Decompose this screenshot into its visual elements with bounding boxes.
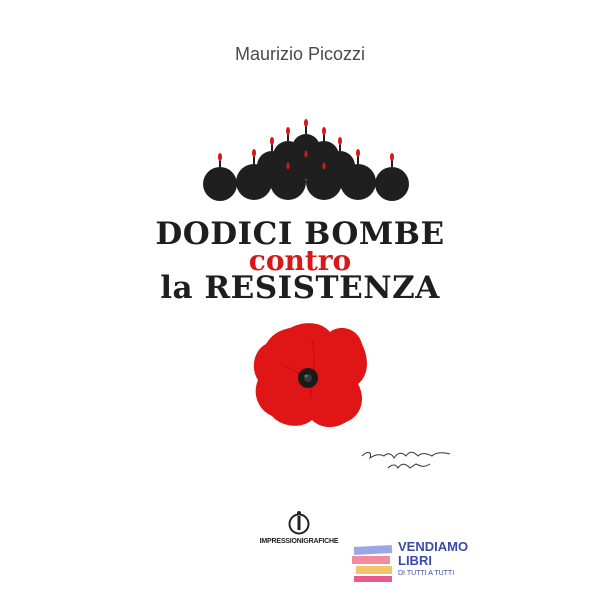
bomb-icon bbox=[340, 164, 376, 200]
title-line-2: contro bbox=[248, 244, 352, 277]
bomb-icon bbox=[375, 167, 409, 201]
title-line-3 bbox=[0, 270, 600, 306]
watermark bbox=[352, 538, 469, 588]
bomb-icon bbox=[203, 167, 237, 201]
publisher-name: IMPRESSIONIGRAFICHE bbox=[259, 538, 339, 545]
author-name: Maurizio Picozzi bbox=[234, 44, 366, 64]
watermark-line-1: VENDIAMO bbox=[398, 539, 469, 554]
title-line-3-prefix: la bbox=[160, 270, 194, 306]
publisher-logo-icon bbox=[288, 510, 310, 536]
bombs-illustration bbox=[196, 118, 416, 204]
title-line-3-main: RESISTENZA bbox=[204, 270, 440, 306]
publisher-logo bbox=[244, 510, 354, 545]
bomb-icon bbox=[236, 164, 272, 200]
watermark-line-3: DI TUTTI A TUTTI bbox=[398, 570, 455, 577]
book-stack-icon bbox=[352, 542, 394, 584]
title-line-1: DODICI BOMBE bbox=[155, 216, 445, 252]
poppy-illustration bbox=[250, 320, 370, 432]
signature bbox=[358, 440, 458, 474]
watermark-line-2: LIBRI bbox=[398, 553, 432, 568]
